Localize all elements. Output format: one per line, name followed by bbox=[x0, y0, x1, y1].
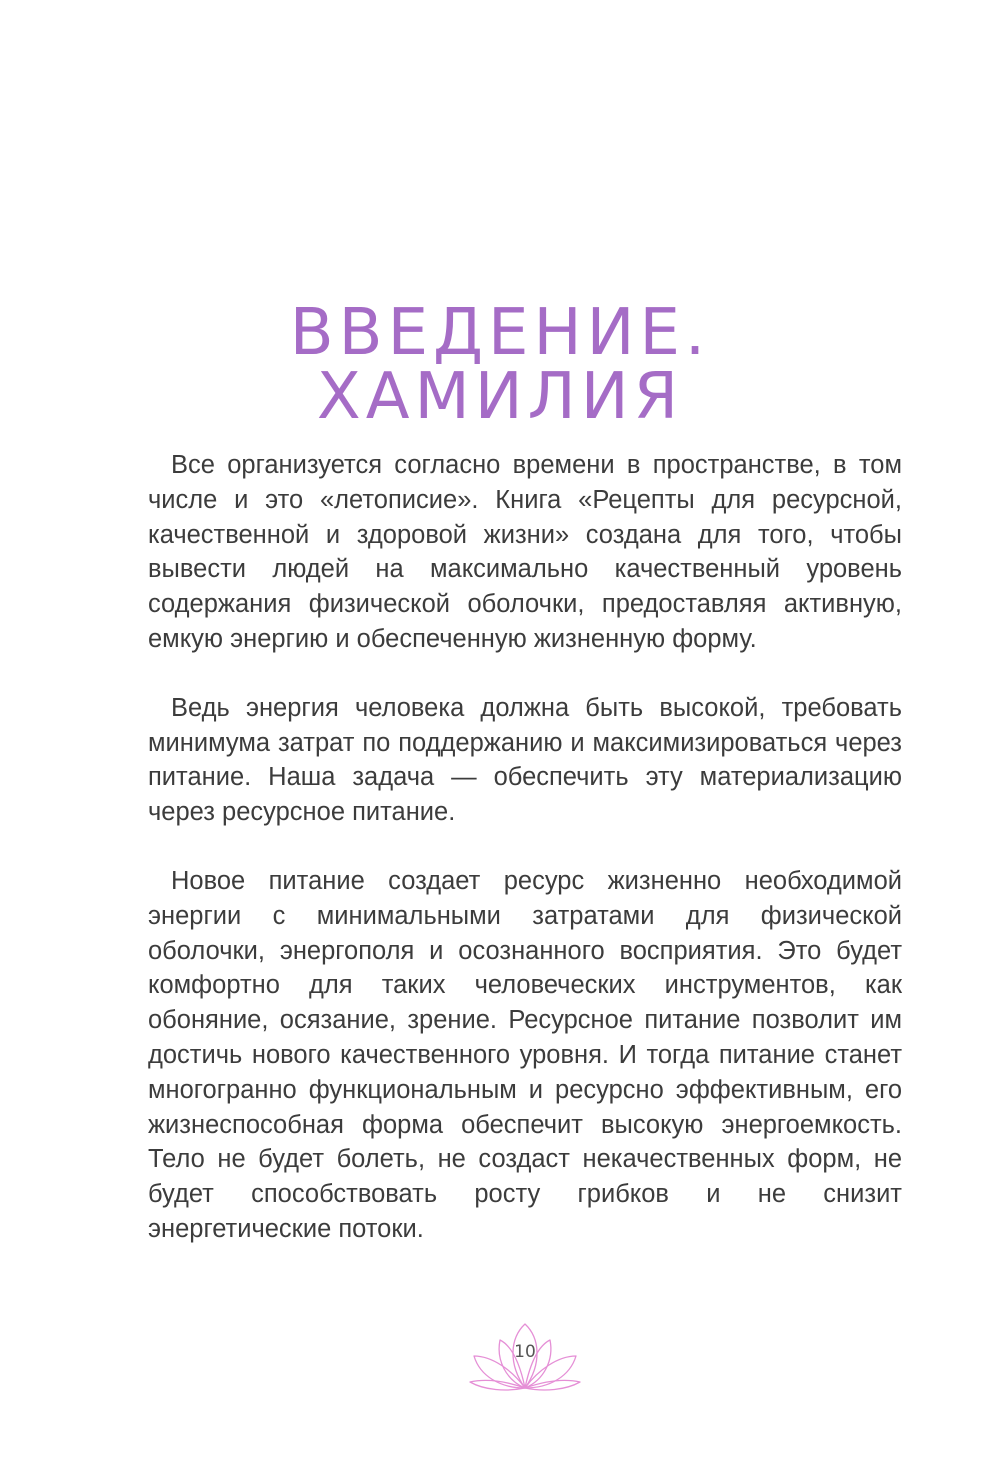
body-text bbox=[148, 448, 902, 1247]
chapter-title-line-2: ХАМИЛИЯ bbox=[316, 359, 684, 434]
chapter-title bbox=[0, 295, 1000, 434]
page-footer bbox=[466, 1318, 584, 1392]
paragraph-2: Ведь энергия человека должна быть высокой, требовать минимума затрат по поддержанию и максимизироваться через питание. Наша задача — обеспечить эту материализацию через ресурсное питание. bbox=[148, 693, 902, 827]
paragraph-3: Новое питание создает ресурс жизненно необходимой энергии с минимальными затратами для физической оболочки, энергополя и осознанного восприятия. Это будет комфортно для таких человеческих инструментов, как обоняние, осязание, зрение. Ресурсное питание позволит им достичь нового качественного уровня. И тогда питание станет многогранно функциональным и ресурсно эффективным, его жизнеспособная форма обеспечит высокую энергоемкость. Тело не будет болеть, не создаст некачественных форм, не будет способствовать росту грибков и не снизит энергетические потоки. bbox=[148, 866, 902, 1243]
chapter-title-line-1: ВВЕДЕНИЕ. bbox=[289, 295, 711, 370]
page-number: 10 bbox=[514, 1342, 536, 1362]
paragraph-1: Все организуется согласно времени в пространстве, в том числе и это «летописие». Книга «Рецепты для ресурсной, качественной и здоровой жизни» создана для того, чтобы вывести людей на максимально качественный уровень содержания физической оболочки, предоставляя активную, емкую энергию и обеспеченную жизненную форму. bbox=[148, 451, 902, 653]
